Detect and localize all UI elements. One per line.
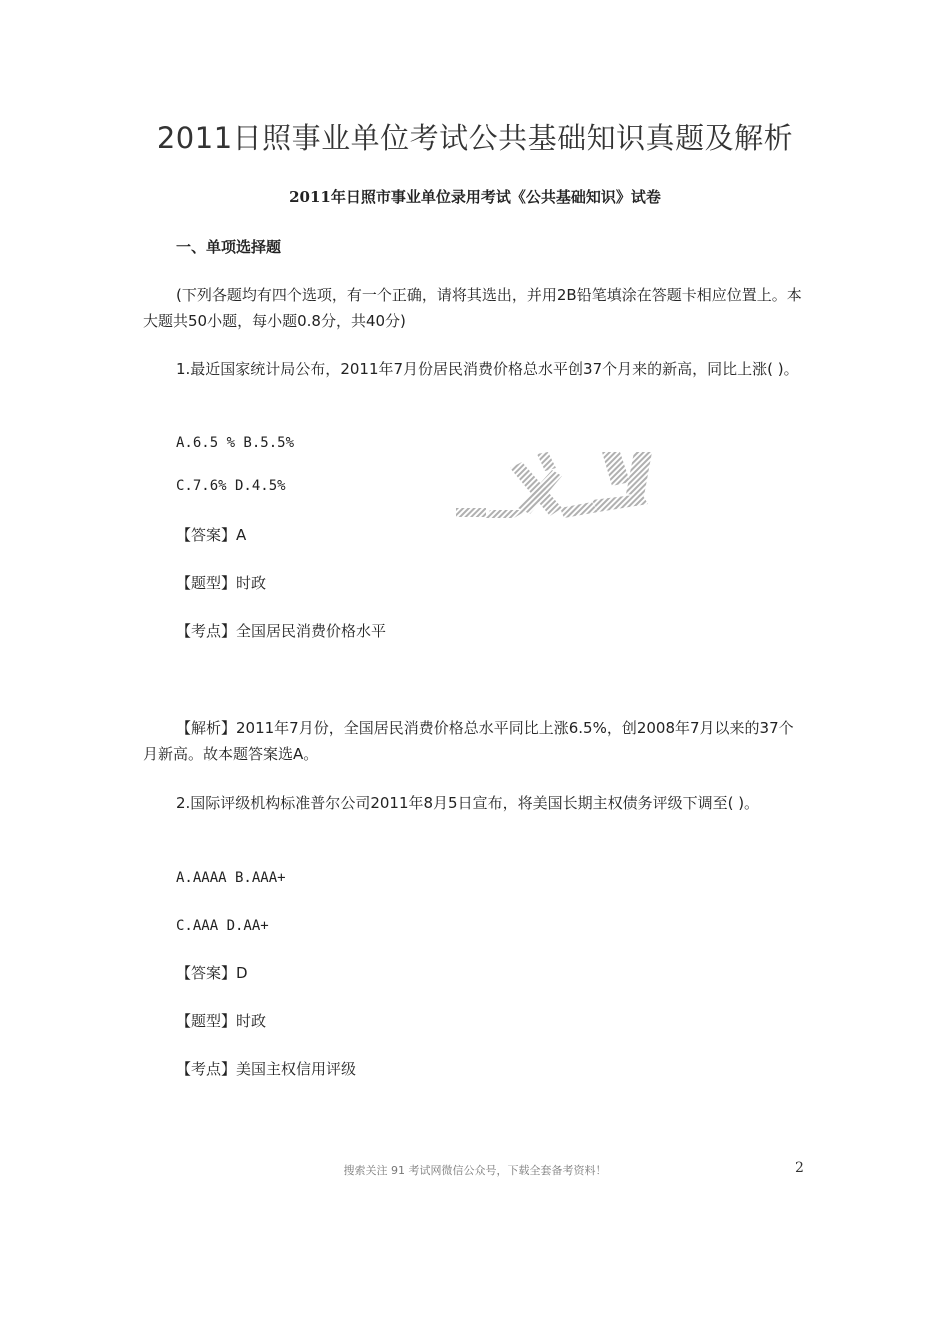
- page-number: 2: [795, 1160, 804, 1176]
- watermark-logo: [452, 450, 674, 522]
- instructions: (下列各题均有四个选项，有一个正确，请将其选出，并用2B铅笔填涂在答题卡相应位置上。本大题共50小题，每小题0.8分，共40分): [143, 286, 802, 330]
- question-2-options-row1: A.AAAA B.AAA+: [176, 870, 286, 886]
- question-1-answer: 【答案】A: [176, 526, 247, 544]
- exam-subtitle: 2011年日照市事业单位录用考试《公共基础知识》试卷: [289, 188, 661, 206]
- question-1-options-row1: A.6.5 % B.5.5%: [176, 435, 295, 451]
- question-1-analysis: 【解析】2011年7月份，全国居民消费价格总水平同比上涨6.5%，创2008年7月以来的37个月新高。故本题答案选A。: [143, 719, 794, 763]
- question-2-stem: 2.国际评级机构标准普尔公司2011年8月5日宣布，将美国长期主权债务评级下调至( )。: [176, 794, 760, 812]
- footer-promo-text: 搜索关注 91 考试网微信公众号，下载全套备考资料！: [343, 1164, 607, 1177]
- question-1-options-row2: C.7.6% D.4.5%: [176, 478, 286, 494]
- question-2-answer: 【答案】D: [176, 964, 248, 982]
- question-2-type: 【题型】时政: [176, 1012, 267, 1030]
- question-1-point: 【考点】全国居民消费价格水平: [176, 622, 387, 640]
- question-2-point: 【考点】美国主权信用评级: [176, 1060, 357, 1078]
- question-1-type: 【题型】时政: [176, 574, 267, 592]
- section-heading: 一、单项选择题: [176, 238, 282, 256]
- document-title: 2011日照事业单位考试公共基础知识真题及解析: [156, 121, 794, 155]
- question-1-stem: 1.最近国家统计局公布，2011年7月份居民消费价格总水平创37个月来的新高，同比上涨( )。: [176, 360, 799, 378]
- question-2-options-row2: C.AAA D.AA+: [176, 918, 269, 934]
